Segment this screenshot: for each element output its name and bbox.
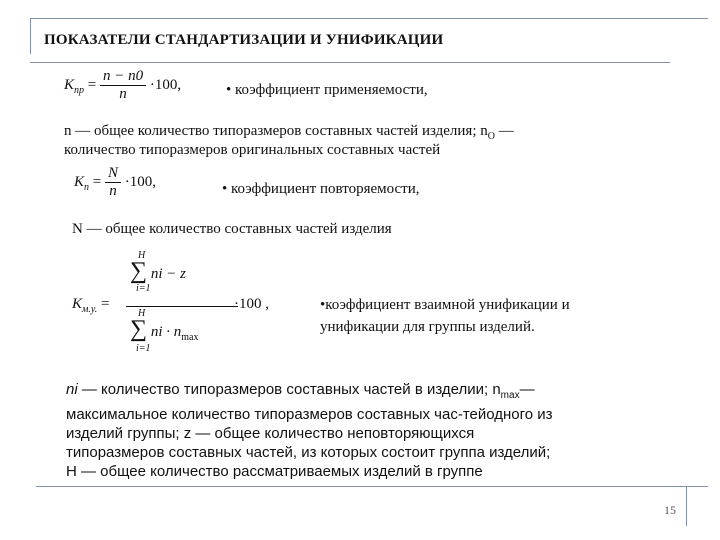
formula2-lhs: K [74, 173, 85, 190]
title-underline [30, 62, 670, 63]
formula3-num-lower: i=1 [136, 283, 151, 294]
formula1-numerator: n − n0 [100, 68, 146, 86]
formula3-lhs: K [72, 296, 83, 312]
formula3-lhs-sub: м.у. [82, 304, 98, 315]
formula3-den-term: ni · n [150, 324, 182, 340]
formula3-den-upper: H [138, 308, 146, 319]
definition-n-line2: количество типоразмеров оригинальных составных частей [64, 142, 441, 158]
formula3-numerator [130, 250, 222, 294]
definition-group-line1 [66, 380, 656, 405]
definition-N: N — общее количество составных частей изделия [72, 221, 392, 237]
formula3-den-sub: max [181, 332, 199, 343]
definition-group-line5: H — общее количество рассматриваемых изделий в группе [66, 463, 483, 480]
definition-nmax-sub: max [500, 390, 520, 401]
bullet-repeatability: • коэффициент повторяемости, [222, 181, 420, 197]
page-title: ПОКАЗАТЕЛИ СТАНДАРТИЗАЦИИ И УНИФИКАЦИИ [44, 32, 444, 48]
page-number: 15 [664, 503, 676, 517]
bullet3-line1: •коэффициент взаимной унификации и [320, 297, 570, 313]
top-rule [30, 18, 708, 19]
definition-n-end: — [494, 123, 514, 139]
definition-group-line3: изделий группы; z — общее количество неповторяющихся [66, 425, 475, 442]
formula1-fraction [100, 68, 146, 103]
definition-ni: ni [66, 381, 78, 398]
bottom-rule [36, 486, 708, 487]
formula3-num-upper: H [138, 250, 146, 261]
left-rule [30, 18, 31, 54]
formula3-den-lower: i=1 [136, 343, 151, 354]
formula2-numerator: N [105, 165, 121, 183]
formula3-fraction-bar [126, 306, 238, 307]
formula1-lhs: K [64, 76, 75, 93]
definition-group-paragraph [66, 380, 656, 481]
definition-nmax-dash: — [519, 381, 535, 398]
right-rule [686, 486, 687, 526]
sum-icon: ∑ [130, 316, 148, 342]
formula-applicability: $K_{пр}$ = $\frac{n - n0}{n}$ ·100, [64, 68, 182, 102]
formula2-lhs-sub: n [84, 181, 90, 193]
sum-icon: ∑ [130, 258, 148, 284]
formula-repeatability: $K_n$ = $\frac{N}{n}$ ·100, [74, 165, 156, 199]
formula1-lhs-sub: пр [74, 84, 85, 96]
formula2-denominator: n [109, 183, 117, 199]
formula-mutual-unification: $K_{м.у.}$ = H ∑ ni − z i=1 H ∑ ni · $n_{max}$ i=1 ·100 , [72, 250, 269, 354]
formula3-denominator [130, 308, 270, 354]
formula1-multiplier: ·100, [149, 76, 182, 93]
definition-group-line2: максимальное количество типоразмеров составных час-тейодного из [66, 406, 553, 423]
definition-n-text: n — общее количество типоразмеров составных частей изделия; n [64, 123, 488, 139]
bullet-applicability: • коэффициент применяемости, [226, 82, 428, 98]
definition-n-sub: O [487, 131, 495, 142]
formula3-multiplier: ·100 , [234, 296, 269, 312]
formula2-fraction [105, 165, 121, 200]
bullet-mutual-unification [320, 294, 570, 338]
bullet3-line2: унификации для группы изделий. [320, 319, 535, 335]
formula1-denominator: n [119, 86, 127, 102]
definition-group-line4: типоразмеров составных частей, из которых состоит группа изделий; [66, 444, 551, 461]
formula2-multiplier: ·100, [124, 173, 156, 190]
formula3-num-term: ni − z [150, 266, 186, 282]
definition-ni-text: — количество типоразмеров составных частей в изделии; n [77, 381, 501, 398]
